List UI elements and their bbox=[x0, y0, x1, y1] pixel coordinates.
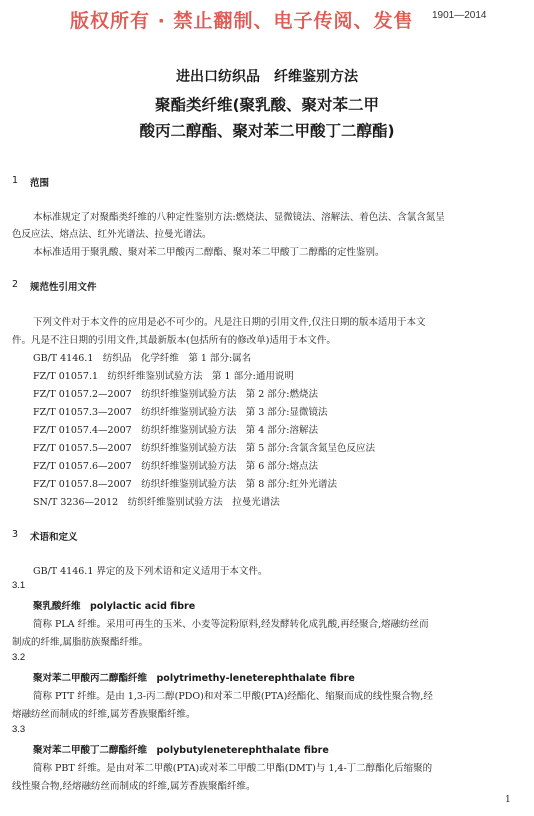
term-definition-line1: 简称 PLA 纤维。采用可再生的玉米、小麦等淀粉原料,经发酵转化成乳酸,再经聚合,熔融纺丝而 bbox=[33, 619, 429, 630]
section-1-para2: 本标准适用于聚乳酸、聚对苯二甲酸丙二醇酯、聚对苯二甲酸丁二醇酯的定性鉴别。 bbox=[33, 247, 385, 258]
standard-number: 1901—2014 bbox=[432, 10, 487, 21]
section-1-heading: 范围 bbox=[30, 178, 50, 189]
section-3-number: 3 bbox=[12, 529, 19, 540]
term-number: 3.3 bbox=[12, 724, 26, 735]
title-line-3: 酸丙二醇酯、聚对苯二甲酸丁二醇酯) bbox=[139, 122, 395, 140]
reference-item: FZ/T 01057.5—2007 纺织纤维鉴别试验方法 第 5 部分:含氯含氮呈色反应法 bbox=[33, 443, 375, 454]
term-number: 3.2 bbox=[12, 652, 26, 663]
section-2-para-line1: 下列文件对于本文件的应用是必不可少的。凡是注日期的引用文件,仅注日期的版本适用于本文 bbox=[33, 317, 426, 328]
page-number: 1 bbox=[505, 795, 511, 805]
reference-item: FZ/T 01057.4—2007 纺织纤维鉴别试验方法 第 4 部分:溶解法 bbox=[33, 425, 318, 436]
term-definition-line1: 简称 PBT 纤维。是由对苯二甲酸(PTA)或对苯二甲酸二甲酯(DMT)与 1,4-丁二醇酯化后缩聚的 bbox=[33, 763, 433, 774]
title-line-2: 聚酯类纤维(聚乳酸、聚对苯二甲 bbox=[154, 96, 380, 114]
section-2-heading: 规范性引用文件 bbox=[30, 282, 97, 293]
section-3-heading: 术语和定义 bbox=[30, 532, 78, 543]
reference-item: GB/T 4146.1 纺织品 化学纤维 第 1 部分:属名 bbox=[33, 353, 252, 364]
reference-item: SN/T 3236—2012 纺织纤维鉴别试验方法 拉曼光谱法 bbox=[33, 497, 280, 508]
section-2-para-line2: 件。凡是不注日期的引用文件,其最新版本(包括所有的修改单)适用于本文件。 bbox=[12, 335, 336, 346]
reference-item: FZ/T 01057.3—2007 纺织纤维鉴别试验方法 第 3 部分:显微镜法 bbox=[33, 407, 328, 418]
term-definition-line2: 制成的纤维,属脂肪族聚酯纤维。 bbox=[12, 637, 149, 648]
section-3-intro: GB/T 4146.1 界定的及下列术语和定义适用于本文件。 bbox=[33, 566, 268, 577]
copyright-watermark: 版权所有 · 禁止翻制、电子传阅、发售 bbox=[70, 10, 414, 32]
term-name: 聚乳酸纤维 polylactic acid fibre bbox=[33, 601, 196, 612]
reference-item: FZ/T 01057.2—2007 纺织纤维鉴别试验方法 第 2 部分:燃烧法 bbox=[33, 389, 318, 400]
term-definition-line2: 熔融纺丝而制成的纤维,属芳香族聚酯纤维。 bbox=[12, 709, 196, 720]
title-line-1: 进出口纺织品 纤维鉴别方法 bbox=[176, 69, 358, 85]
term-number: 3.1 bbox=[12, 580, 26, 591]
term-name: 聚对苯二甲酸丙二醇酯纤维 polytrimethy-leneterephthalate fibre bbox=[33, 673, 355, 684]
section-2-number: 2 bbox=[12, 279, 19, 290]
section-1-para1-line1: 本标准规定了对聚酯类纤维的八种定性鉴别方法:燃烧法、显微镜法、溶解法、着色法、含氯含氮呈 bbox=[33, 212, 445, 223]
term-definition-line2: 线性聚合物,经熔融纺丝而制成的纤维,属芳香族聚酯纤维。 bbox=[12, 781, 256, 792]
term-name: 聚对苯二甲酸丁二醇酯纤维 polybutyleneterephthalate fibre bbox=[33, 745, 329, 756]
section-1-number: 1 bbox=[12, 175, 19, 186]
section-1-para1-line2: 色反应法、熔点法、红外光谱法、拉曼光谱法。 bbox=[12, 229, 212, 240]
reference-item: FZ/T 01057.1 纺织纤维鉴别试验方法 第 1 部分:通用说明 bbox=[33, 371, 294, 382]
reference-item: FZ/T 01057.8—2007 纺织纤维鉴别试验方法 第 8 部分:红外光谱法 bbox=[33, 479, 337, 490]
term-definition-line1: 简称 PTT 纤维。是由 1,3-丙二醇(PDO)和对苯二甲酸(PTA)经酯化、缩聚而成的线性聚合物,经 bbox=[33, 691, 433, 702]
reference-item: FZ/T 01057.6—2007 纺织纤维鉴别试验方法 第 6 部分:熔点法 bbox=[33, 461, 318, 472]
